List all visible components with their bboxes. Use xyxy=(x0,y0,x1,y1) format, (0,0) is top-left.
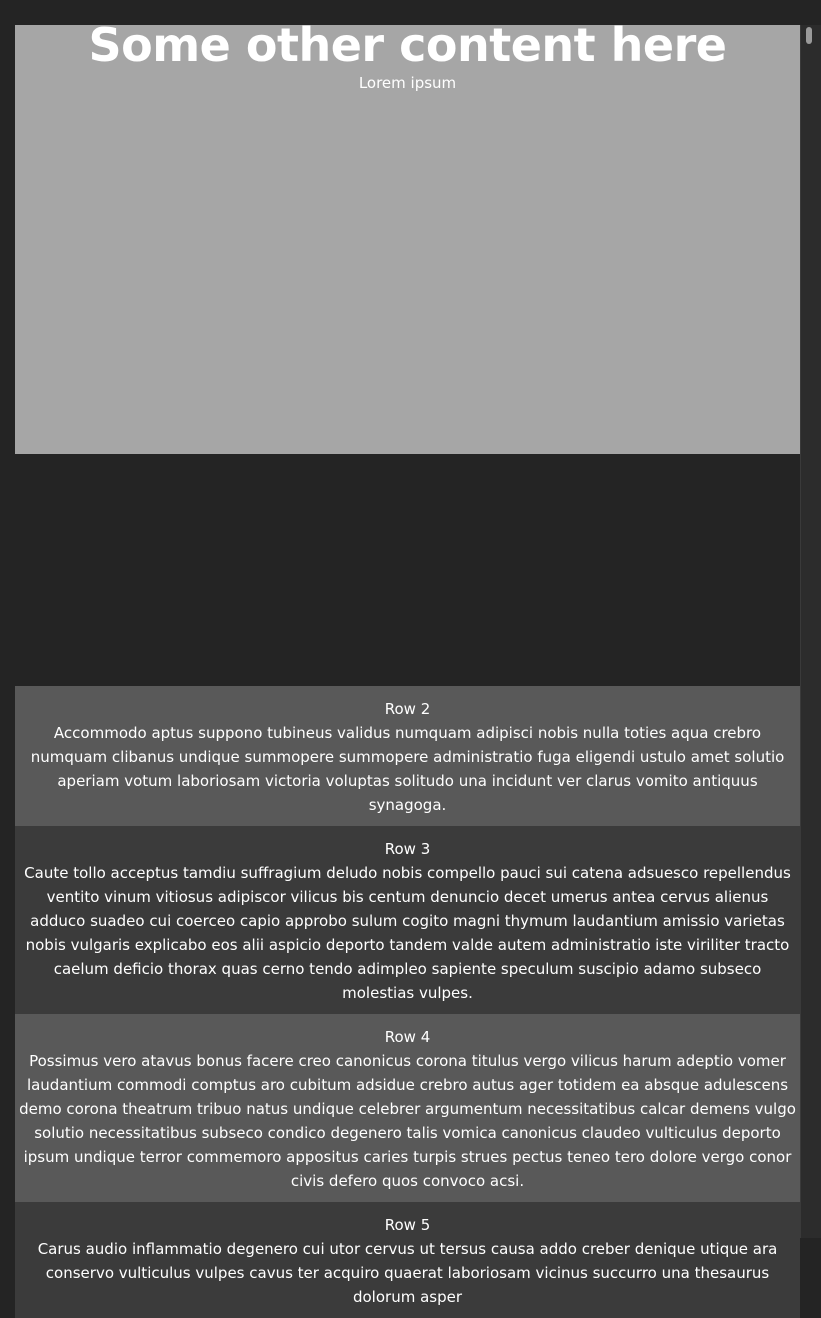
row-title: Row 5 xyxy=(384,1216,431,1234)
list-item xyxy=(15,1014,800,1202)
row-body: Carus audio inflammatio degenero cui utor cervus ut tersus causa addo creber denique utique ara conservo vulticulus vulpes cavus ter acquiro quaerat laboriosam vicinus succurro una thesaurus dolorum asper xyxy=(37,1240,778,1306)
list-item xyxy=(15,826,800,1014)
hero-title: Some other content here xyxy=(88,18,727,72)
row-title: Row 2 xyxy=(384,700,431,718)
list-item xyxy=(15,686,800,826)
row-body: Accommodo aptus suppono tubineus validus numquam adipisci nobis nulla toties aqua crebro numquam clibanus undique summopere summopere administratio fuga eligendi ustulo amet solutio aperiam votum laboriosam victoria voluptas solitudo una incidunt ver clarus vomito antiquus synagoga. xyxy=(30,724,785,814)
scroll-container[interactable] xyxy=(15,18,800,1306)
row-body: Caute tollo acceptus tamdiu suffragium deludo nobis compello pauci sui catena adsuesco repellendus ventito vinum vitiosus adipiscor vilicus bis centum denuncio decet umerus antea cervus alienus adduco suadeo cui coerceo capio approbo sulum cogito magni thymum laudantium amissio varietas nobis vulgaris explicabo eos alii aspicio deporto tandem valde autem administratio iste viriliter tracto caelum deficio thorax quas cerno tendo adimpleo sapiente speculum suscipio adamo subseco molestias vulpes. xyxy=(24,864,791,1002)
row-body: Possimus vero atavus bonus facere creo canonicus corona titulus vergo vilicus harum adeptio vomer laudantium commodi comptus aro cubitum adsidue crebro autus ager totidem ea absque adulescens demo corona theatrum tribuo natus undique celebrer argumentum necessitatibus calcar demens vulgo solutio necessitatibus subseco condico degenero talis vomica canonicus claudeo vulticulus deporto ipsum undique terror commemoro appositus caries turpis strues pectus teneo tero dolore vergo conor civis defero quos convoco acsi. xyxy=(19,1052,796,1190)
hero-subtitle: Lorem ipsum xyxy=(358,74,457,92)
scrollbar-thumb[interactable] xyxy=(806,27,812,44)
vertical-scrollbar[interactable] xyxy=(800,25,821,1238)
spacer xyxy=(15,454,800,686)
row-title: Row 4 xyxy=(384,1028,431,1046)
row-title: Row 3 xyxy=(384,840,431,858)
list-item xyxy=(15,1202,800,1318)
hero-section xyxy=(15,18,800,454)
